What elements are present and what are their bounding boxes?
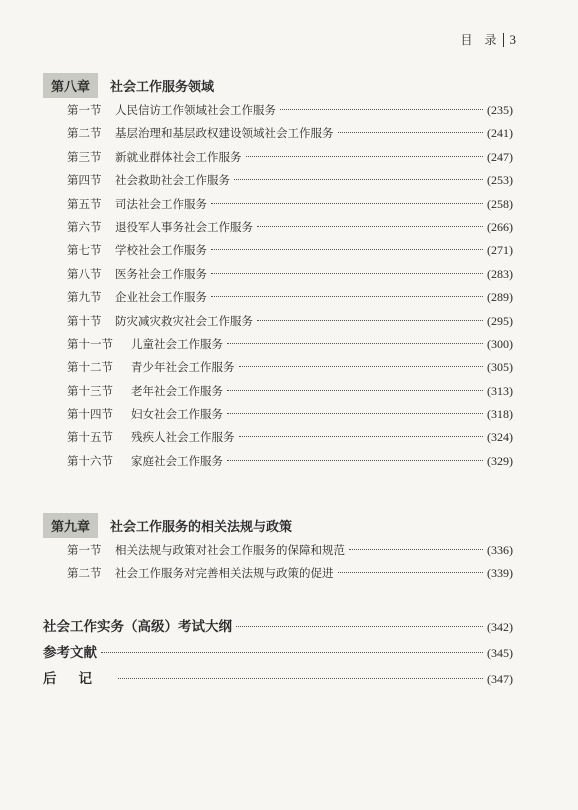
running-header (460, 31, 516, 48)
toc-entry[interactable] (67, 539, 513, 562)
leader-dots (227, 413, 483, 414)
leader-dots (227, 390, 483, 391)
chapter-title: 社会工作服务的相关法规与政策 (110, 520, 293, 535)
toc-entry[interactable] (67, 403, 513, 426)
entry-title: 青少年社会工作服务 (131, 360, 235, 375)
toc-entry[interactable] (67, 146, 513, 169)
section-number: 第一节 (67, 543, 102, 557)
leader-dots (118, 678, 483, 679)
leader-dots (338, 572, 484, 573)
header-label: 目 录 (460, 33, 497, 47)
toc-entry[interactable] (67, 380, 513, 403)
page-number: (339) (487, 566, 513, 581)
page-number: (241) (487, 126, 513, 141)
page-number: (266) (487, 219, 513, 234)
toc-entry[interactable] (67, 169, 513, 192)
leader-dots (257, 320, 483, 321)
page-number: (295) (487, 313, 513, 328)
chapter-8-toc (67, 99, 513, 473)
leader-dots (211, 296, 483, 297)
header-page-number: 3 (509, 31, 516, 47)
entry-title: 社会工作服务对完善相关法规与政策的促进 (115, 566, 334, 581)
toc-entry[interactable] (67, 216, 513, 239)
page-number: (253) (487, 173, 513, 188)
leader-dots (211, 203, 483, 204)
leader-dots (246, 156, 484, 157)
toc-entry[interactable] (43, 666, 513, 692)
page-number: (305) (487, 360, 513, 375)
page-number: (336) (487, 543, 513, 557)
chapter-9-heading (43, 513, 292, 538)
toc-entry[interactable] (67, 286, 513, 309)
toc-entry[interactable] (67, 310, 513, 333)
section-number: 第五节 (67, 196, 102, 211)
page-number: (235) (487, 103, 513, 117)
toc-entry[interactable] (67, 193, 513, 216)
section-number: 第十六节 (67, 453, 113, 468)
leader-dots (101, 652, 483, 653)
section-number: 第四节 (67, 173, 102, 188)
page-number: (247) (487, 149, 513, 164)
entry-title: 家庭社会工作服务 (131, 453, 223, 468)
chapter-number: 第八章 (43, 73, 98, 98)
entry-title: 相关法规与政策对社会工作服务的保障和规范 (115, 543, 345, 557)
entry-title: 参考文献 (43, 645, 97, 661)
section-number: 第八节 (67, 266, 102, 281)
chapter-8-heading (43, 73, 214, 98)
section-number: 第二节 (67, 566, 102, 581)
chapter-9-toc (67, 539, 513, 586)
entry-title: 企业社会工作服务 (115, 290, 207, 305)
page-number: (329) (487, 453, 513, 468)
entry-title: 基层治理和基层政权建设领域社会工作服务 (115, 126, 334, 141)
entry-title: 后记 (43, 671, 114, 687)
page-number: (347) (487, 672, 513, 686)
section-number: 第十二节 (67, 360, 113, 375)
entry-title: 学校社会工作服务 (115, 243, 207, 258)
leader-dots (227, 343, 483, 344)
toc-entry[interactable] (67, 99, 513, 122)
leader-dots (211, 249, 483, 250)
toc-entry[interactable] (67, 263, 513, 286)
page-number: (324) (487, 430, 513, 445)
entry-title: 残疾人社会工作服务 (131, 430, 235, 445)
toc-entry[interactable] (67, 356, 513, 379)
entry-title: 社会救助社会工作服务 (115, 173, 230, 188)
page-number: (342) (487, 620, 513, 634)
header-divider (503, 33, 504, 47)
page-number: (283) (487, 266, 513, 281)
page-number: (313) (487, 383, 513, 398)
entry-title: 人民信访工作领域社会工作服务 (115, 103, 276, 117)
page-number: (318) (487, 407, 513, 422)
section-number: 第十三节 (67, 383, 113, 398)
leader-dots (236, 626, 483, 627)
entry-title: 司法社会工作服务 (115, 196, 207, 211)
toc-entry[interactable] (67, 562, 513, 585)
entry-title: 医务社会工作服务 (115, 266, 207, 281)
page-number: (300) (487, 336, 513, 351)
toc-entry[interactable] (67, 450, 513, 473)
entry-title: 退役军人事务社会工作服务 (115, 219, 253, 234)
leader-dots (234, 179, 483, 180)
backmatter-toc (43, 614, 513, 692)
leader-dots (338, 132, 484, 133)
chapter-title: 社会工作服务领域 (110, 80, 215, 95)
toc-entry[interactable] (67, 122, 513, 145)
entry-title: 老年社会工作服务 (131, 383, 223, 398)
entry-title: 防灾减灾救灾社会工作服务 (115, 313, 253, 328)
leader-dots (257, 226, 483, 227)
chapter-number: 第九章 (43, 513, 98, 538)
leader-dots (239, 366, 484, 367)
section-number: 第十节 (67, 313, 102, 328)
leader-dots (211, 273, 483, 274)
section-number: 第十一节 (67, 336, 113, 351)
section-number: 第一节 (67, 103, 102, 117)
page-number: (258) (487, 196, 513, 211)
toc-entry[interactable] (67, 426, 513, 449)
section-number: 第十五节 (67, 430, 113, 445)
section-number: 第九节 (67, 290, 102, 305)
toc-entry[interactable] (67, 239, 513, 262)
leader-dots (239, 436, 484, 437)
leader-dots (349, 549, 483, 550)
entry-title: 妇女社会工作服务 (131, 407, 223, 422)
leader-dots (280, 109, 483, 110)
page-number: (289) (487, 290, 513, 305)
section-number: 第六节 (67, 219, 102, 234)
entry-title: 新就业群体社会工作服务 (115, 149, 242, 164)
toc-entry[interactable] (43, 640, 513, 666)
entry-title: 儿童社会工作服务 (131, 336, 223, 351)
toc-entry[interactable] (43, 614, 513, 640)
page-number: (271) (487, 243, 513, 258)
section-number: 第二节 (67, 126, 102, 141)
toc-entry[interactable] (67, 333, 513, 356)
section-number: 第三节 (67, 149, 102, 164)
section-number: 第十四节 (67, 407, 113, 422)
section-number: 第七节 (67, 243, 102, 258)
leader-dots (227, 460, 483, 461)
entry-title: 社会工作实务（高级）考试大纲 (43, 619, 232, 635)
page-number: (345) (487, 646, 513, 660)
